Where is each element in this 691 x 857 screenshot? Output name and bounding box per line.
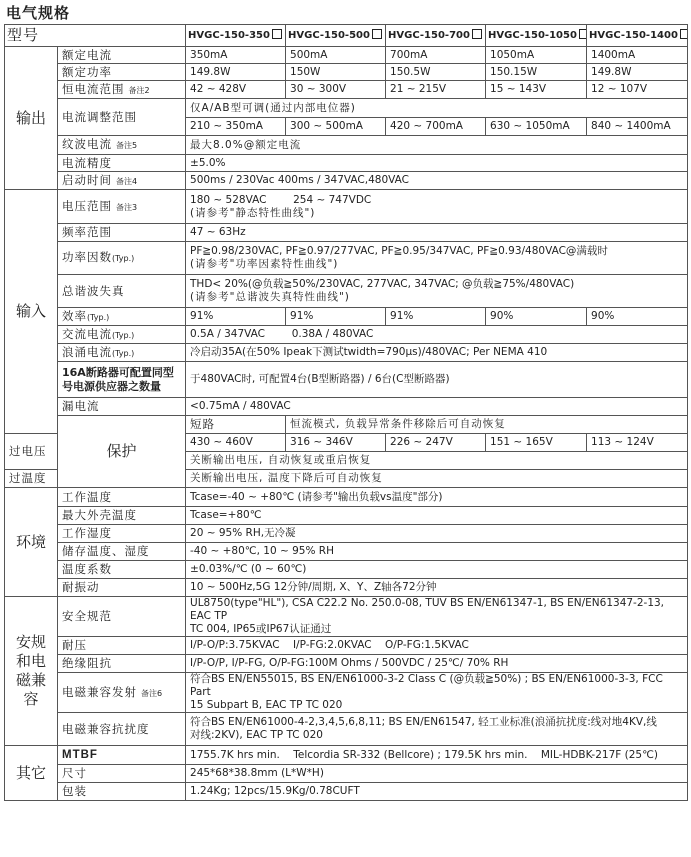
cell: 300 ~ 500mA <box>286 118 386 136</box>
thd-value: THD< 20%(@负载≧50%/230VAC, 277VAC, 347VAC; @负载≧75%/480VAC) (请参考"总谐波失真特性曲线") <box>186 275 688 308</box>
standards-label: 安全规范 <box>58 597 186 637</box>
cell: 42 ~ 428V <box>186 81 286 99</box>
breaker-label: 16A断路器可配置同型号电源供应器之数量 <box>58 362 186 398</box>
withstand-label: 耐压 <box>58 637 186 655</box>
accuracy-value: ±5.0% <box>186 155 688 172</box>
breaker-value: 于480VAC时, 可配置4台(B型断路器) / 6台(C型断路器) <box>186 362 688 398</box>
short-value: 恒流模式, 负载异常条件移除后可自动恢复 <box>286 416 688 434</box>
frequency-value: 47 ~ 63Hz <box>186 224 688 242</box>
cell: 149.8W <box>186 64 286 81</box>
rated-power-label: 额定功率 <box>58 64 186 81</box>
cell: 15 ~ 143V <box>486 81 587 99</box>
ripple-value: 最大8.0%@额定电流 <box>186 136 688 155</box>
cell: 840 ~ 1400mA <box>587 118 688 136</box>
packing-label: 包装 <box>58 783 186 801</box>
spec-table <box>4 24 688 801</box>
cell: 21 ~ 215V <box>386 81 486 99</box>
temp-coef-value: ±0.03%/℃ (0 ~ 60℃) <box>186 561 688 579</box>
cell: 430 ~ 460V <box>186 434 286 452</box>
cell: 149.8W <box>587 64 688 81</box>
vibration-value: 10 ~ 500Hz,5G 12分钟/周期, X、Y、Z轴各72分钟 <box>186 579 688 597</box>
emc-immunity-value: 符合BS EN/EN61000-4-2,3,4,5,6,8,11; BS EN/EN61547, 轻工业标准(浪涌抗扰度:线对地4KV,线 对线:2KV), EAC TP TC 020 <box>186 713 688 746</box>
model-3: HVGC-150-700 <box>386 25 486 47</box>
rated-current-label: 额定电流 <box>58 47 186 64</box>
page-title: 电气规格 <box>6 4 71 22</box>
ac-current-value: 0.5A / 347VAC 0.38A / 480VAC <box>186 326 688 344</box>
model-2: HVGC-150-500 <box>286 25 386 47</box>
emc-immunity-label: 电磁兼容抗扰度 <box>58 713 186 746</box>
mtbf-value: 1755.7K hrs min. Telcordia SR-332 (Bellcore) ; 179.5K hrs min. MIL-HDBK-217F (25℃) <box>186 746 688 765</box>
humidity-label: 工作湿度 <box>58 525 186 543</box>
short-label: 短路 <box>186 416 286 434</box>
emc-emission-label: 电磁兼容发射 备注6 <box>58 673 186 713</box>
checkbox-icon <box>472 29 482 39</box>
ovp-label: 过电压 <box>5 434 58 470</box>
work-temp-value: Tcase=-40 ~ +80℃ (请参考"输出负载vs温度"部分) <box>186 488 688 507</box>
cell: 1400mA <box>587 47 688 64</box>
cell: 226 ~ 247V <box>386 434 486 452</box>
otp-label: 过温度 <box>5 470 58 488</box>
temp-coef-label: 温度系数 <box>58 561 186 579</box>
dimension-label: 尺寸 <box>58 765 186 783</box>
packing-value: 1.24Kg; 12pcs/15.9Kg/0.78CUFT <box>186 783 688 801</box>
leakage-label: 漏电流 <box>58 398 186 416</box>
accuracy-label: 电流精度 <box>58 155 186 172</box>
ac-current-label: 交流电流(Typ.) <box>58 326 186 344</box>
cell: 150W <box>286 64 386 81</box>
leakage-value: <0.75mA / 480VAC <box>186 398 688 416</box>
frequency-label: 频率范围 <box>58 224 186 242</box>
storage-label: 储存温度、湿度 <box>58 543 186 561</box>
cell: 500mA <box>286 47 386 64</box>
cell: 12 ~ 107V <box>587 81 688 99</box>
otp-value: 关断输出电压, 温度下降后可自动恢复 <box>186 470 688 488</box>
cell: 700mA <box>386 47 486 64</box>
inrush-value: 冷启动35A(在50% Ipeak下测试twidth=790μs)/480VAC; Per NEMA 410 <box>186 344 688 362</box>
max-case-label: 最大外壳温度 <box>58 507 186 525</box>
cell: 91% <box>386 308 486 326</box>
model-1: HVGC-150-350 <box>186 25 286 47</box>
section-safety: 安规和电磁兼容 <box>5 597 58 746</box>
model-header-label: 型号 <box>5 25 186 47</box>
cell: 91% <box>186 308 286 326</box>
cell: 91% <box>286 308 386 326</box>
section-output: 输出 <box>5 47 58 190</box>
max-case-value: Tcase=+80℃ <box>186 507 688 525</box>
cell: 150.15W <box>486 64 587 81</box>
cell: 150.5W <box>386 64 486 81</box>
cell: 316 ~ 346V <box>286 434 386 452</box>
work-temp-label: 工作温度 <box>58 488 186 507</box>
adj-range-desc: 仅A/AB型可调(通过内部电位器) <box>186 99 688 118</box>
voltage-value: 180 ~ 528VAC 254 ~ 747VDC (请参考"静态特性曲线") <box>186 190 688 224</box>
cell: 1050mA <box>486 47 587 64</box>
section-protection: 保护 <box>58 416 186 488</box>
cell: 350mA <box>186 47 286 64</box>
cell: 630 ~ 1050mA <box>486 118 587 136</box>
checkbox-icon <box>579 29 587 39</box>
checkbox-icon <box>680 29 688 39</box>
section-environment: 环境 <box>5 488 58 597</box>
header-row <box>5 25 688 47</box>
vibration-label: 耐振动 <box>58 579 186 597</box>
cell: 90% <box>587 308 688 326</box>
cell: 210 ~ 350mA <box>186 118 286 136</box>
humidity-value: 20 ~ 95% RH,无冷凝 <box>186 525 688 543</box>
model-4: HVGC-150-1050 <box>486 25 587 47</box>
ripple-label: 纹波电流 备注5 <box>58 136 186 155</box>
cell: 30 ~ 300V <box>286 81 386 99</box>
checkbox-icon <box>372 29 382 39</box>
pf-label: 功率因数(Typ.) <box>58 242 186 275</box>
cell: 90% <box>486 308 587 326</box>
section-input: 输入 <box>5 190 58 434</box>
storage-value: -40 ~ +80℃, 10 ~ 95% RH <box>186 543 688 561</box>
setup-label: 启动时间 备注4 <box>58 172 186 190</box>
ovp-desc: 关断输出电压, 自动恢复或重启恢复 <box>186 452 688 470</box>
dimension-value: 245*68*38.8mm (L*W*H) <box>186 765 688 783</box>
cell: 113 ~ 124V <box>587 434 688 452</box>
cc-range-label: 恒电流范围 备注2 <box>58 81 186 99</box>
mtbf-label: MTBF <box>58 746 186 765</box>
isolation-label: 绝缘阻抗 <box>58 655 186 673</box>
model-5: HVGC-150-1400 <box>587 25 688 47</box>
voltage-label: 电压范围 备注3 <box>58 190 186 224</box>
cell: 420 ~ 700mA <box>386 118 486 136</box>
thd-label: 总谐波失真 <box>58 275 186 308</box>
pf-value: PF≧0.98/230VAC, PF≧0.97/277VAC, PF≧0.95/347VAC, PF≧0.93/480VAC@满载时 (请参考"功率因素特性曲线") <box>186 242 688 275</box>
checkbox-icon <box>272 29 282 39</box>
cell: 151 ~ 165V <box>486 434 587 452</box>
efficiency-label: 效率(Typ.) <box>58 308 186 326</box>
section-other: 其它 <box>5 746 58 801</box>
standards-value: UL8750(type"HL"), CSA C22.2 No. 250.0-08, TUV BS EN/EN61347-1, BS EN/EN61347-2-13, EAC TP TC 004, IP65或IP67认证通过 <box>186 597 688 637</box>
emc-emission-value: 符合BS EN/EN55015, BS EN/EN61000-3-2 Class C (@负载≧50%) ; BS EN/EN61000-3-3, FCC Part 15 Subpart B, EAC TP TC 020 <box>186 673 688 713</box>
setup-value: 500ms / 230Vac 400ms / 347VAC,480VAC <box>186 172 688 190</box>
withstand-value: I/P-O/P:3.75KVAC I/P-FG:2.0KVAC O/P-FG:1.5KVAC <box>186 637 688 655</box>
adj-range-label: 电流调整范围 <box>58 99 186 136</box>
inrush-label: 浪涌电流(Typ.) <box>58 344 186 362</box>
isolation-value: I/P-O/P, I/P-FG, O/P-FG:100M Ohms / 500VDC / 25℃/ 70% RH <box>186 655 688 673</box>
